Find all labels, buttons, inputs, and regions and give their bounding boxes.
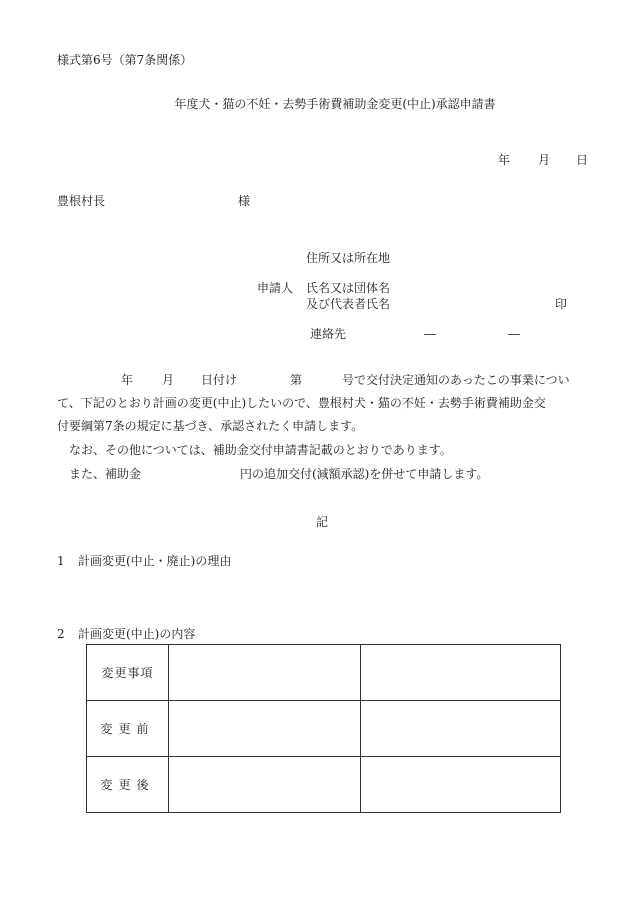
body-line3: 付要綱第7条の規定に基づき、承認されたく申請します。 xyxy=(57,419,364,433)
date-month: 月 xyxy=(538,153,551,167)
addressee-honorific: 様 xyxy=(238,194,251,208)
form-number: 様式第6号（第7条関係） xyxy=(57,53,193,67)
table-row xyxy=(87,757,561,813)
body-line2: て、下記のとおり計画の変更(中止)したいので、豊根村犬・猫の不妊・去勢手術費補助金交 xyxy=(57,396,546,410)
contact-label: 連絡先 xyxy=(310,327,347,341)
table-row xyxy=(87,645,561,701)
applicant-address-label: 住所又は所在地 xyxy=(306,251,391,265)
body-line1-rest: 号で交付決定通知のあったこの事業につい xyxy=(342,373,570,387)
body-dai: 第 xyxy=(290,373,303,387)
section-1-number: 1 xyxy=(57,554,65,568)
change-item-cell-1[interactable] xyxy=(169,645,361,701)
document-title: 年度犬・猫の不妊・去勢手術費補助金変更(中止)承認申請書 xyxy=(174,97,496,111)
section-2-title: 計画変更(中止)の内容 xyxy=(78,627,196,641)
applicant-name-label: 氏名又は団体名 xyxy=(306,281,391,295)
addressee-name: 豊根村長 xyxy=(57,194,106,208)
after-cell-1[interactable] xyxy=(169,757,361,813)
change-item-cell-2[interactable] xyxy=(361,645,561,701)
body-paragraph-3-pre: また、補助金 xyxy=(69,467,142,481)
section-1-title: 計画変更(中止・廃止)の理由 xyxy=(78,554,232,568)
row-label-change-item: 変更事項 xyxy=(87,645,169,701)
change-table xyxy=(86,644,561,813)
body-year: 年 xyxy=(121,373,134,387)
table-row xyxy=(87,701,561,757)
date-day: 日 xyxy=(576,153,589,167)
row-label-before: 変更前 xyxy=(87,701,169,757)
body-paragraph-3-post: 円の追加交付(減額承認)を併せて申請します。 xyxy=(240,467,489,481)
before-cell-1[interactable] xyxy=(169,701,361,757)
body-paragraph-2: なお、その他については、補助金交付申請書記載のとおりであります。 xyxy=(69,443,452,457)
before-cell-2[interactable] xyxy=(361,701,561,757)
section-2-number: 2 xyxy=(57,627,65,641)
contact-dash-2: ― xyxy=(508,327,520,341)
body-dated: 日付け xyxy=(201,373,238,387)
contact-dash-1: ― xyxy=(424,327,436,341)
body-month: 月 xyxy=(162,373,175,387)
ki-heading: 記 xyxy=(316,515,329,529)
row-label-after: 変更後 xyxy=(87,757,169,813)
after-cell-2[interactable] xyxy=(361,757,561,813)
applicant-label: 申請人 xyxy=(257,281,294,295)
seal-mark: 印 xyxy=(555,297,568,311)
applicant-representative-label: 及び代表者氏名 xyxy=(306,297,391,311)
date-year: 年 xyxy=(498,153,511,167)
